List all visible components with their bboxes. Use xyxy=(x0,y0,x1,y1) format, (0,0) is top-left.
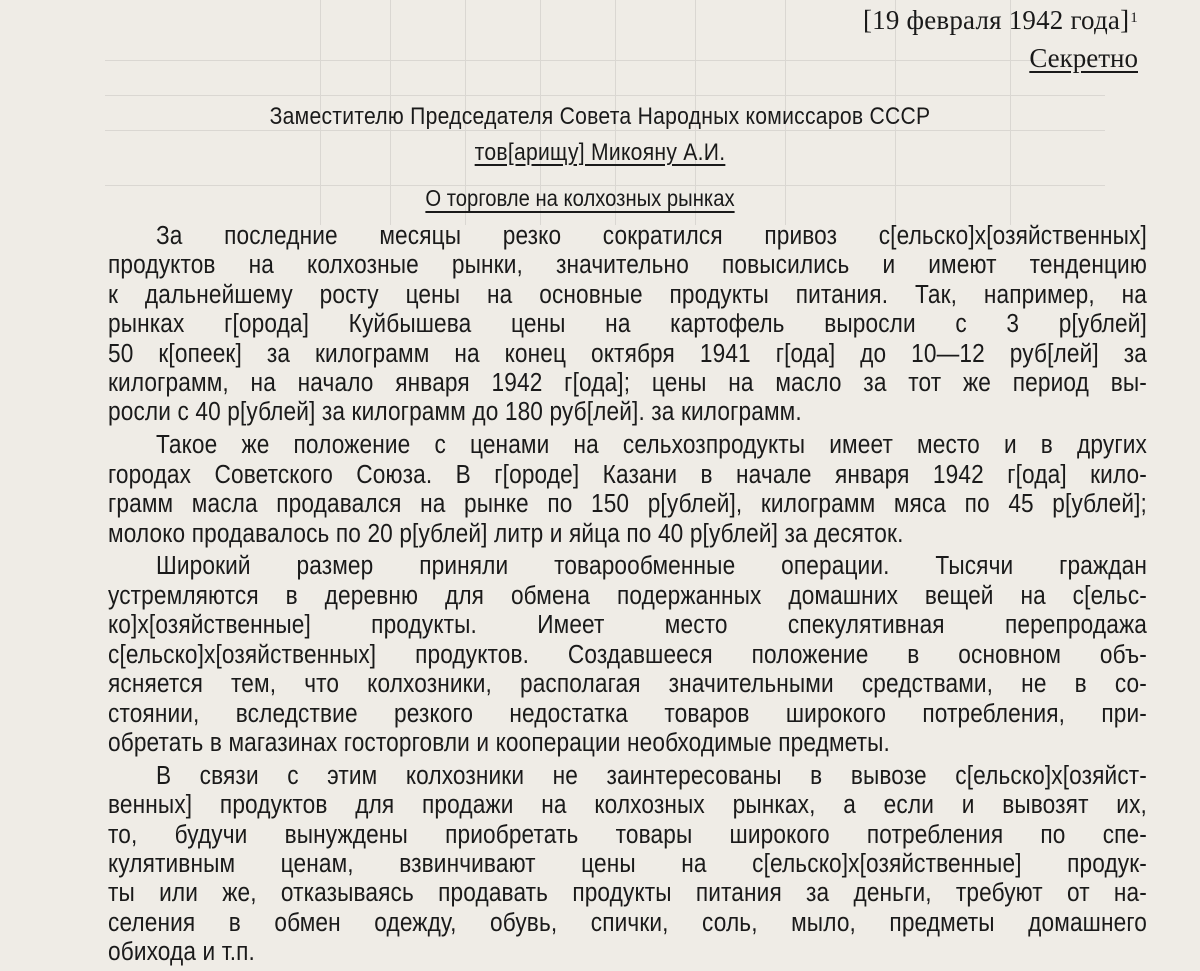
text-line: В связи с этим колхозники не заинтересованы в вывозе с[ельско]х[озяйст- xyxy=(155,761,1147,790)
paragraph-4 xyxy=(108,762,1147,968)
text-line: обихода и т.п. xyxy=(108,938,255,967)
footnote-mark: 1 xyxy=(1130,10,1138,26)
text-line: обретать в магазинах госторговли и кооперации необходимые предметы. xyxy=(108,728,890,757)
text-line: кулятивным ценам, взвинчивают цены на с[ельско]х[озяйственные] продук- xyxy=(108,850,1147,879)
text-line: молоко продавалось по 20 р[ублей] литр и яйца по 40 р[ублей] за десяток. xyxy=(108,519,904,548)
text-line: городах Советского Союза. В г[ороде] Казани в начале января 1942 г[ода] кило- xyxy=(108,460,1147,489)
text-line: устремляются в деревню для обмена подержанных домашних вещей на с[ельс- xyxy=(108,581,1147,610)
text-line: продуктов на колхозные рынки, значительно повысились и имеют тенденцию xyxy=(108,251,1147,280)
text-line: рынках г[орода] Куйбышева цены на картофель выросли с 3 р[ублей] xyxy=(108,310,1147,339)
paragraph-2 xyxy=(108,431,1147,549)
subject-title: О торговле на колхозных рынках xyxy=(425,185,735,211)
text-line: ко]х[озяйственные] продукты. Имеет место спекулятивная перепродажа xyxy=(108,611,1147,640)
classification-stamp: Секретно xyxy=(1029,43,1138,73)
text-line: с[ельско]х[озяйственных] продуктов. Создавшееся положение в основном объ- xyxy=(108,640,1147,669)
text-line: ты или же, отказываясь продавать продукты питания за деньги, требуют от на- xyxy=(108,879,1147,908)
paragraph-1 xyxy=(108,222,1147,428)
text-line: стоянии, вследствие резкого недостатка товаров широкого потребления, при- xyxy=(108,699,1147,728)
text-line: венных] продуктов для продажи на колхозных рынках, а если и вывозят их, xyxy=(108,791,1147,820)
text-line: селения в обмен одежду, обувь, спички, соль, мыло, предметы домашнего xyxy=(108,908,1147,937)
document-body xyxy=(108,222,1147,971)
paragraph-3 xyxy=(108,552,1147,758)
text-line: грамм масла продавался на рынке по 150 р[ублей], килограмм мяса по 45 р[ублей]; xyxy=(108,490,1147,519)
addressee-title: Заместителю Председателя Совета Народных комиссаров СССР xyxy=(269,103,931,130)
addressee-block xyxy=(204,99,996,171)
text-line: За последние месяцы резко сократился привоз с[ельско]х[озяйственных] xyxy=(155,222,1147,250)
text-line: к дальнейшему росту цены на основные продукты питания. Так, например, на xyxy=(108,280,1147,309)
document-subject xyxy=(202,182,959,214)
text-line: 50 к[опеек] за килограмм на конец октября 1941 г[ода] до 10—12 руб[лей] за xyxy=(108,339,1147,368)
text-line: то, будучи вынуждены приобретать товары широкого потребления по спе- xyxy=(108,820,1147,849)
text-line: росли с 40 р[ублей] за килограмм до 180 руб[лей]. за килограмм. xyxy=(108,398,802,427)
text-line: Такое же положение с ценами на сельхозпродукты имеет место и в других xyxy=(155,431,1147,460)
addressee-name: тов[арищу] Микояну А.И. xyxy=(474,139,726,166)
text-line: Широкий размер приняли товарообменные операции. Тысячи граждан xyxy=(155,552,1147,581)
text-line: килограмм, на начало января 1942 г[ода]; цены на масло за тот же период вы- xyxy=(108,369,1147,398)
date-text: [19 февраля 1942 года] xyxy=(862,5,1130,35)
document-date xyxy=(863,4,1138,36)
text-line: ясняется тем, что колхозники, располагая значительными средствами, не в со- xyxy=(108,670,1147,699)
